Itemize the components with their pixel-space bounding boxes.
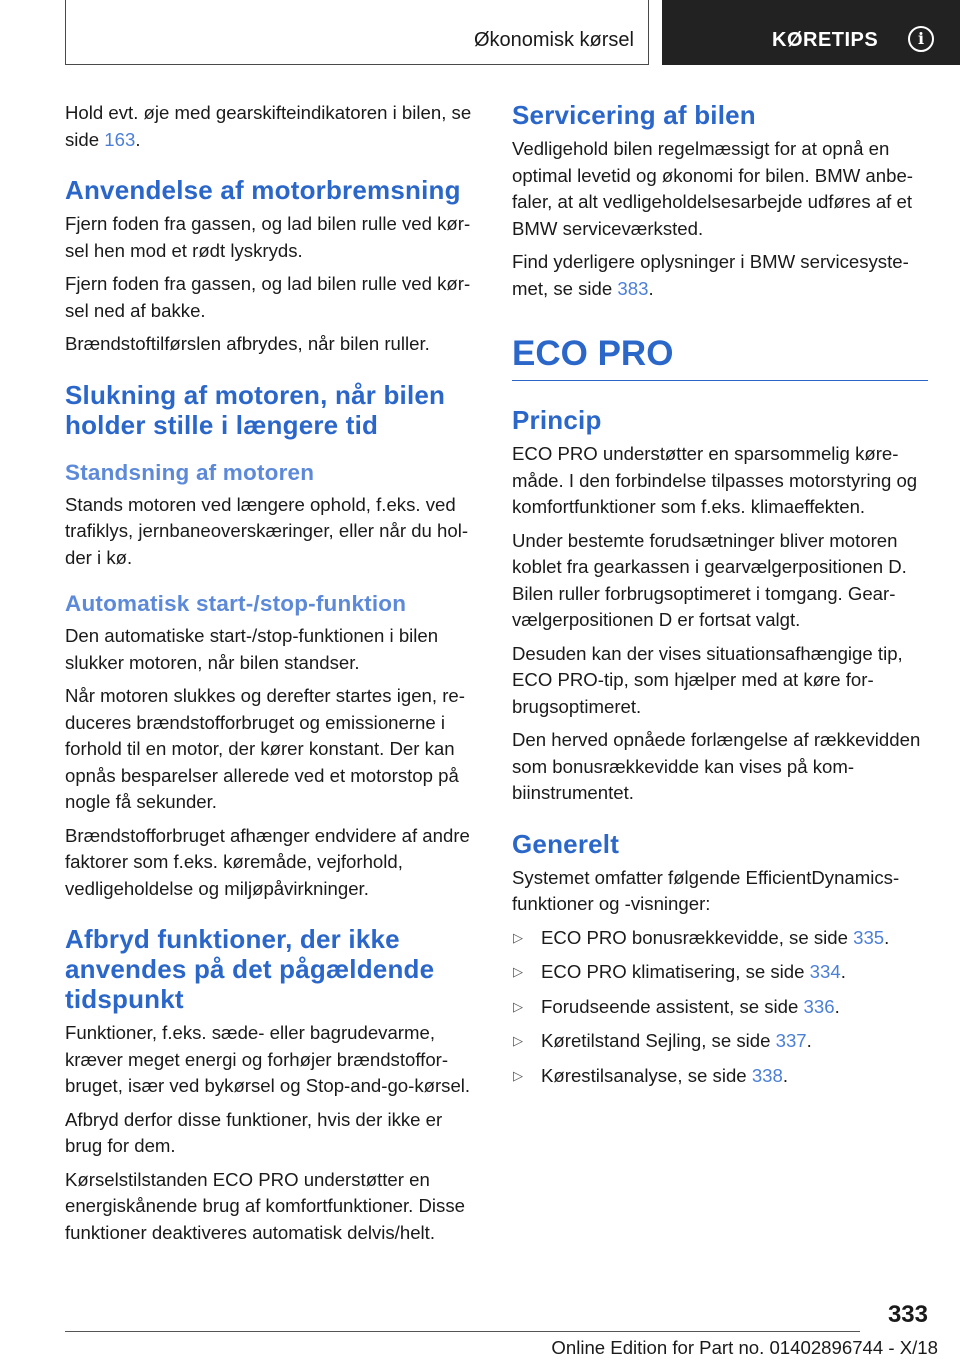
footer-edition: Online Edition for Part no. 01402896744 - X/18 [551,1337,938,1358]
paragraph: Stands motoren ved længere ophold, f.eks. ved trafiklys, jernbaneoverskæringer, eller når du holder i kø. [65,493,469,568]
list-item: ▷ Køretilstand Sejling, se side 337. [512,1028,928,1055]
list-item: ▷ Forudseende assistent, se side 336. [512,994,928,1021]
heading-generelt: Generelt [512,828,620,859]
list-item: ▷ ECO PRO klimatisering, se side 334. [512,959,928,986]
triangle-bullet-icon: ▷ [513,998,523,1014]
header-chapter-tab [662,0,960,65]
list-item: ▷ ECO PRO bonusrækkevidde, se side 335. [512,925,928,952]
subheading-standsning: Standsning af motoren [65,459,315,485]
paragraph: Under bestemte forudsætninger bliver motoren koblet fra gearkassen i gearvælgerpositionen D. Bilen ruller forbrugsoptimeret i tomgang. Gearvælgerpositionen D er fortsat valgt. [512,529,907,630]
paragraph: Fjern foden fra gassen, og lad bilen rulle ved kørsel hen mod et rødt lyskryds. [65,213,471,261]
paragraph: Brændstofforbruget afhænger endvidere af andre faktorer som f.eks. køremåde, vejforhold, vedligeholdelse og miljøpåvirkninger. [65,824,470,899]
paragraph: Den automatiske start-/stop-funktionen i bilen slukker motoren, når bilen standser. [65,625,439,673]
paragraph: Når motoren slukkes og derefter startes igen, reduceres brændstofforbruget og emissionerne i forhold til en motor, der kører konstant. Der kan opnås besparelser allerede ved et motorstop på nogle få sekunder. [65,685,465,812]
paragraph: Systemet omfatter følgende EfficientDynamics-funktioner og -visninger: [512,866,900,914]
paragraph: Afbryd derfor disse funktioner, hvis der ikke er brug for dem. [65,1108,443,1156]
paragraph: Den herved opnåede forlængelse af rækkevidden som bonusrækkevidde kan vises på kombiinstrumentet. [512,729,921,803]
list-item: ▷ Kørestilsanalyse, se side 338. [512,1063,928,1090]
heading-slukning: Slukning af motoren, når bilen holder stille i længere tid [65,379,446,440]
paragraph: ECO PRO understøtter en sparsommelig køremåde. I den forbindelse tilpasses motorstyring og komfortfunktioner som f.eks. klimaeffekten. [512,443,918,517]
paragraph: Kørselstilstanden ECO PRO understøtter en energiskånende brug af komfortfunktioner. Disse funktioner deaktiveres automatisk delvis/helt. [65,1168,465,1243]
triangle-bullet-icon: ▷ [513,929,523,945]
paragraph: Vedligehold bilen regelmæssigt for at opnå en optimal levetid og økonomi for bilen. BMW anbefaler, at alt vedligeholdelsesarbejde udføres af et BMW serviceværksted. [512,138,913,239]
page-link[interactable]: 337 [775,1030,807,1051]
heading-princip: Princip [512,405,602,435]
page-link[interactable]: 163 [104,128,136,150]
page-link[interactable]: 336 [803,995,835,1017]
page-link[interactable]: 338 [751,1064,783,1086]
paragraph: Hold evt. øje med gearskifteindikatoren i bilen, se side 163. [65,102,472,150]
function-list [512,925,928,1090]
header-section-title: Økonomisk kørsel [473,29,634,51]
triangle-bullet-icon: ▷ [513,964,523,979]
triangle-bullet-icon: ▷ [513,1067,523,1083]
header-chapter-title: KØRETIPS [772,29,879,51]
page-link[interactable]: 383 [617,277,649,299]
header-section-tab [65,0,649,65]
right-column [512,100,928,1097]
paragraph: Desuden kan der vises situationsafhængige tip, ECO PRO-tip, som hjælper med at køre forbrugsoptimeret. [512,642,903,717]
left-column [65,100,479,1253]
paragraph: Fjern foden fra gassen, og lad bilen rulle ved kørsel ned af bakke. [65,273,471,321]
heading-motorbremsning: Anvendelse af motorbremsning [65,175,461,205]
footer-divider [65,1331,860,1332]
page-link[interactable]: 335 [853,926,885,948]
eco-pro-title: ECO PRO [512,334,928,381]
info-icon: i [908,26,934,52]
page-number: 333 [887,1301,928,1328]
heading-afbryd: Afbryd funktioner, der ikke anvendes på det pågældende tidspunkt [65,924,435,1014]
page-link[interactable]: 334 [809,961,841,982]
paragraph: Brændstoftilførslen afbrydes, når bilen ruller. [65,333,430,354]
triangle-bullet-icon: ▷ [513,1033,523,1048]
paragraph: Find yderligere oplysninger i BMW servicesystemet, se side 383. [512,251,909,299]
heading-service: Servicering af bilen [512,100,756,130]
paragraph: Funktioner, f.eks. sæde- eller bagrudevarme, kræver meget energi og forhøjer brændstofforbruget, især ved bykørsel og Stop-and-go-kørsel. [65,1022,471,1096]
subheading-autostart: Automatisk start-/stop-funktion [65,591,407,616]
